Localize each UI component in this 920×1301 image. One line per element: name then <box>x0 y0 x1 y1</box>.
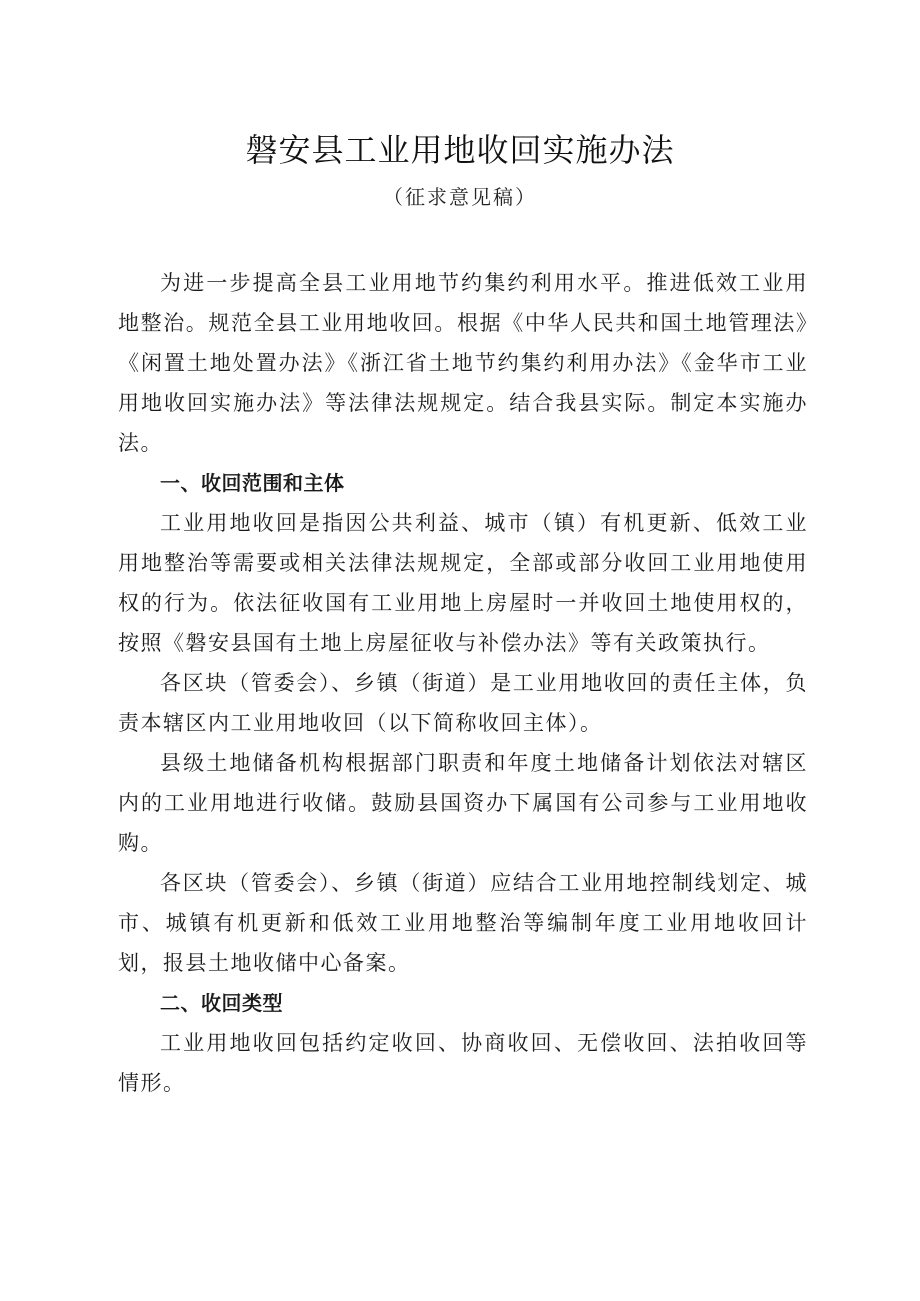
document-subtitle: （征求意见稿） <box>383 185 537 209</box>
section-heading-2: 二、收回类型 <box>160 991 283 1015</box>
paragraph: 工业用地收回包括约定收回、协商收回、无偿收回、法拍收回等情形。 <box>118 1031 808 1095</box>
paragraph: 工业用地收回是指因公共利益、城市（镇）有机更新、低效工业用地整治等需要或相关法律法规规定，全部或部分收回工业用地使用权的行为。依法征收国有工业用地上房屋时一并收回土地使用权的，按照《磐安县国有土地上房屋征收与补偿办法》等有关政策执行。 <box>118 511 808 655</box>
intro-paragraph: 为进一步提高全县工业用地节约集约利用水平。推进低效工业用地整治。规范全县工业用地收回。根据《中华人民共和国土地管理法》《闲置土地处置办法》《浙江省土地节约集约利用办法》《金华市工业用地收回实施办法》等法律法规规定。结合我县实际。制定本实施办法。 <box>118 271 808 455</box>
document-body <box>118 263 808 1103</box>
paragraph: 县级土地储备机构根据部门职责和年度土地储备计划依法对辖区内的工业用地进行收储。鼓励县国资办下属国有公司参与工业用地收购。 <box>118 751 808 855</box>
document-title: 磐安县工业用地收回实施办法 <box>245 131 675 169</box>
section-heading-1: 一、收回范围和主体 <box>160 471 345 495</box>
paragraph: 各区块（管委会）、乡镇（街道）是工业用地收回的责任主体，负责本辖区内工业用地收回（以下简称收回主体）。 <box>118 671 808 735</box>
paragraph: 各区块（管委会）、乡镇（街道）应结合工业用地控制线划定、城市、城镇有机更新和低效工业用地整治等编制年度工业用地收回计划，报县土地收储中心备案。 <box>118 871 808 975</box>
